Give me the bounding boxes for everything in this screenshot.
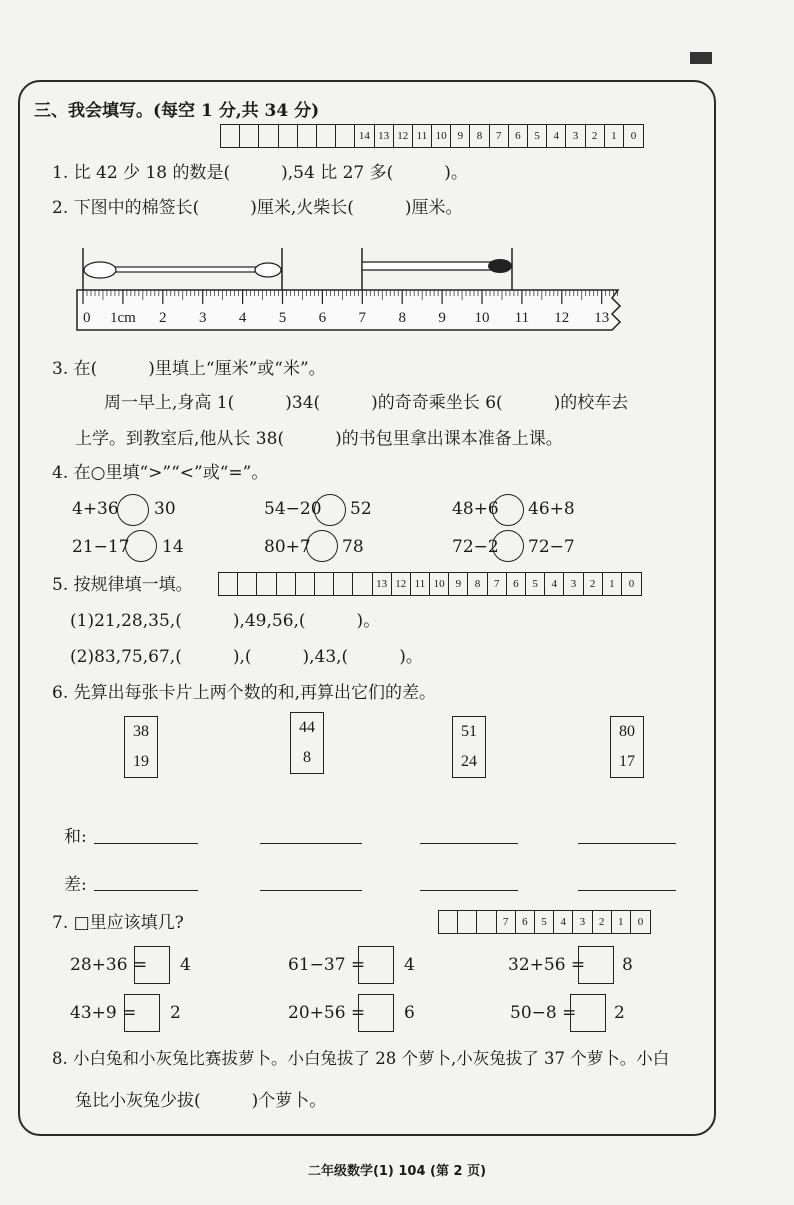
q8-line2: 兔比小灰兔少拔( )个萝卜。 — [75, 1091, 327, 1111]
q7-item6-tail: 2 — [614, 1003, 625, 1023]
score-cell[interactable] — [219, 573, 238, 595]
answer-box-5[interactable] — [358, 994, 394, 1032]
ruler-label: 8 — [398, 310, 406, 326]
compare-circle-5[interactable] — [306, 530, 338, 562]
score-cell[interactable]: 7 — [490, 125, 509, 147]
score-grid-2 — [218, 572, 642, 596]
q7-item1-tail: 4 — [180, 955, 191, 975]
score-cell[interactable] — [296, 573, 315, 595]
matchstick-icon — [362, 259, 512, 273]
score-cell[interactable] — [298, 125, 317, 147]
diff-answer-line-2[interactable] — [260, 890, 362, 891]
ruler-label: 12 — [554, 310, 570, 326]
ruler-label: 7 — [358, 310, 367, 326]
score-cell[interactable]: 6 — [507, 573, 526, 595]
score-cell[interactable] — [277, 573, 296, 595]
q4-item1-left: 4+36 — [72, 499, 119, 519]
q7-item2-expr: 61−37 = — [288, 955, 366, 975]
answer-box-6[interactable] — [570, 994, 606, 1032]
q7-item4-expr: 43+9 = — [70, 1003, 137, 1023]
score-cell[interactable] — [257, 573, 276, 595]
score-cell[interactable]: 4 — [554, 911, 573, 933]
ruler-label: 11 — [514, 310, 530, 326]
q7-text: 7. □里应该填几? — [52, 913, 184, 933]
q4-item2-left: 54−20 — [264, 499, 322, 519]
score-cell[interactable]: 9 — [451, 125, 470, 147]
score-cell[interactable]: 2 — [593, 911, 612, 933]
sum-answer-line-1[interactable] — [94, 843, 198, 844]
score-cell[interactable]: 14 — [355, 125, 374, 147]
diff-answer-line-1[interactable] — [94, 890, 198, 891]
score-cell[interactable]: 13 — [373, 573, 392, 595]
sum-answer-line-2[interactable] — [260, 843, 362, 844]
answer-box-4[interactable] — [124, 994, 160, 1032]
score-cell[interactable]: 6 — [509, 125, 528, 147]
score-cell[interactable]: 0 — [630, 130, 637, 142]
card2-top: 44 — [299, 719, 315, 736]
score-cell[interactable] — [336, 125, 355, 147]
ruler-label: 10 — [474, 310, 490, 326]
compare-circle-4[interactable] — [125, 530, 157, 562]
q7-item3-tail: 8 — [622, 955, 633, 975]
score-grid-1 — [220, 124, 644, 148]
card2-bottom: 8 — [303, 749, 311, 766]
q7-item5-expr: 20+56 = — [288, 1003, 366, 1023]
score-cell[interactable]: 11 — [413, 125, 432, 147]
compare-circle-3[interactable] — [492, 494, 524, 526]
q4-item4-left: 21−17 — [72, 537, 130, 557]
number-card-2 — [290, 712, 324, 774]
q7-item2-tail: 4 — [404, 955, 415, 975]
sum-answer-line-4[interactable] — [578, 843, 676, 844]
answer-box-3[interactable] — [578, 946, 614, 984]
card4-bottom: 17 — [619, 753, 635, 770]
score-cell[interactable]: 5 — [528, 125, 547, 147]
score-cell[interactable]: 10 — [430, 573, 449, 595]
answer-box-2[interactable] — [358, 946, 394, 984]
q4-item6-left: 72−2 — [452, 537, 499, 557]
card1-top: 38 — [133, 723, 149, 740]
number-card-3 — [452, 716, 486, 778]
q7-item3-expr: 32+56 = — [508, 955, 586, 975]
number-card-4 — [610, 716, 644, 778]
ruler-figure — [72, 240, 632, 336]
diff-label: 差: — [64, 875, 87, 895]
sum-label: 和: — [64, 827, 87, 847]
q5-text: 5. 按规律填一填。 — [52, 575, 193, 595]
sum-answer-line-3[interactable] — [420, 843, 518, 844]
score-cell[interactable]: 2 — [586, 125, 605, 147]
score-cell[interactable] — [317, 125, 336, 147]
q4-item5-right: 78 — [342, 537, 364, 557]
score-cell[interactable]: 4 — [545, 573, 564, 595]
score-cell[interactable]: 1 — [603, 573, 622, 595]
score-cell[interactable] — [477, 911, 496, 933]
card3-bottom: 24 — [461, 753, 477, 770]
diff-answer-line-3[interactable] — [420, 890, 518, 891]
score-cell[interactable]: 7 — [497, 911, 516, 933]
card4-top: 80 — [619, 723, 635, 740]
score-cell[interactable]: 3 — [573, 911, 592, 933]
score-grid-3 — [438, 910, 651, 934]
q4-item1-right: 30 — [154, 499, 176, 519]
score-cell[interactable] — [259, 125, 278, 147]
answer-box-1[interactable] — [134, 946, 170, 984]
ruler-label: 13 — [594, 310, 610, 326]
q4-item3-right: 46+8 — [528, 499, 575, 519]
score-cell[interactable]: 11 — [411, 573, 430, 595]
score-cell[interactable] — [353, 573, 372, 595]
ruler-label: 5 — [278, 310, 287, 326]
q4-item4-right: 14 — [162, 537, 184, 557]
score-cell[interactable]: 0 — [628, 578, 635, 590]
compare-circle-6[interactable] — [492, 530, 524, 562]
q4-text: 4. 在○里填“>”“<”或“=”。 — [52, 463, 269, 483]
score-cell[interactable] — [221, 125, 240, 147]
section-title: 三、我会填写。(每空 1 分,共 34 分) — [34, 101, 320, 121]
score-cell[interactable]: 5 — [535, 911, 554, 933]
q3-line2: 上学。到教室后,他从长 38( )的书包里拿出课本准备上课。 — [75, 429, 563, 449]
score-cell[interactable]: 3 — [564, 573, 583, 595]
page-footer: 二年级数学(1) 104 (第 2 页) — [307, 1164, 487, 1179]
q5-line2: (2)83,75,67,( ),( ),43,( )。 — [70, 647, 423, 667]
q7-item5-tail: 6 — [404, 1003, 415, 1023]
score-cell[interactable]: 1 — [605, 125, 624, 147]
q7-item1-expr: 28+36 = — [70, 955, 148, 975]
number-card-1 — [124, 716, 158, 778]
q7-item4-tail: 2 — [170, 1003, 181, 1023]
ruler-label: 3 — [198, 310, 207, 326]
score-cell[interactable]: 1 — [612, 911, 631, 933]
q4-item6-right: 72−7 — [528, 537, 575, 557]
card1-bottom: 19 — [133, 753, 149, 770]
score-cell[interactable]: 8 — [470, 125, 489, 147]
ruler-label: 2 — [159, 310, 167, 326]
q3-line1: 周一早上,身高 1( )34( )的奇奇乘坐长 6( )的校车去 — [104, 393, 629, 413]
q6-text: 6. 先算出每张卡片上两个数的和,再算出它们的差。 — [52, 683, 437, 703]
corner-mark — [690, 52, 712, 64]
score-cell[interactable] — [240, 125, 259, 147]
ruler-label: 0 — [83, 310, 91, 326]
score-cell[interactable] — [279, 125, 298, 147]
score-cell[interactable] — [238, 573, 257, 595]
ruler-label: 4 — [238, 310, 247, 326]
diff-answer-line-4[interactable] — [578, 890, 676, 891]
card3-top: 51 — [461, 723, 477, 740]
compare-circle-2[interactable] — [314, 494, 346, 526]
score-cell[interactable]: 2 — [584, 573, 603, 595]
score-cell[interactable] — [439, 911, 458, 933]
q5-line1: (1)21,28,35,( ),49,56,( )。 — [70, 611, 381, 631]
score-cell[interactable]: 6 — [516, 911, 535, 933]
ruler-label: 9 — [438, 310, 446, 326]
q2-text: 2. 下图中的棉签长( )厘米,火柴长( )厘米。 — [52, 198, 463, 218]
q8-line1: 8. 小白兔和小灰兔比赛拔萝卜。小白兔拔了 28 个萝卜,小灰兔拔了 37 个萝卜。小白 — [52, 1049, 670, 1068]
score-cell[interactable]: 12 — [394, 125, 413, 147]
score-cell[interactable] — [334, 573, 353, 595]
score-cell[interactable]: 7 — [488, 573, 507, 595]
ruler-label: 6 — [318, 310, 327, 326]
score-cell[interactable]: 12 — [392, 573, 411, 595]
q4-item5-left: 80+7 — [264, 537, 311, 557]
ruler-label: 1cm — [109, 310, 136, 326]
score-cell[interactable]: 8 — [468, 573, 487, 595]
score-cell[interactable]: 0 — [637, 916, 644, 928]
cotton-swab-icon — [84, 262, 281, 278]
compare-circle-1[interactable] — [117, 494, 149, 526]
score-cell[interactable]: 3 — [566, 125, 585, 147]
score-cell[interactable] — [458, 911, 477, 933]
q1-text: 1. 比 42 少 18 的数是( ),54 比 27 多( )。 — [52, 163, 468, 183]
score-cell[interactable]: 10 — [432, 125, 451, 147]
q4-item3-left: 48+6 — [452, 499, 499, 519]
score-cell[interactable]: 9 — [449, 573, 468, 595]
q7-item6-expr: 50−8 = — [510, 1003, 577, 1023]
q4-item2-right: 52 — [350, 499, 372, 519]
score-cell[interactable]: 4 — [547, 125, 566, 147]
score-cell[interactable]: 5 — [526, 573, 545, 595]
score-cell[interactable] — [315, 573, 334, 595]
score-cell[interactable]: 13 — [375, 125, 394, 147]
q3-text: 3. 在( )里填上“厘米”或“米”。 — [52, 359, 326, 379]
